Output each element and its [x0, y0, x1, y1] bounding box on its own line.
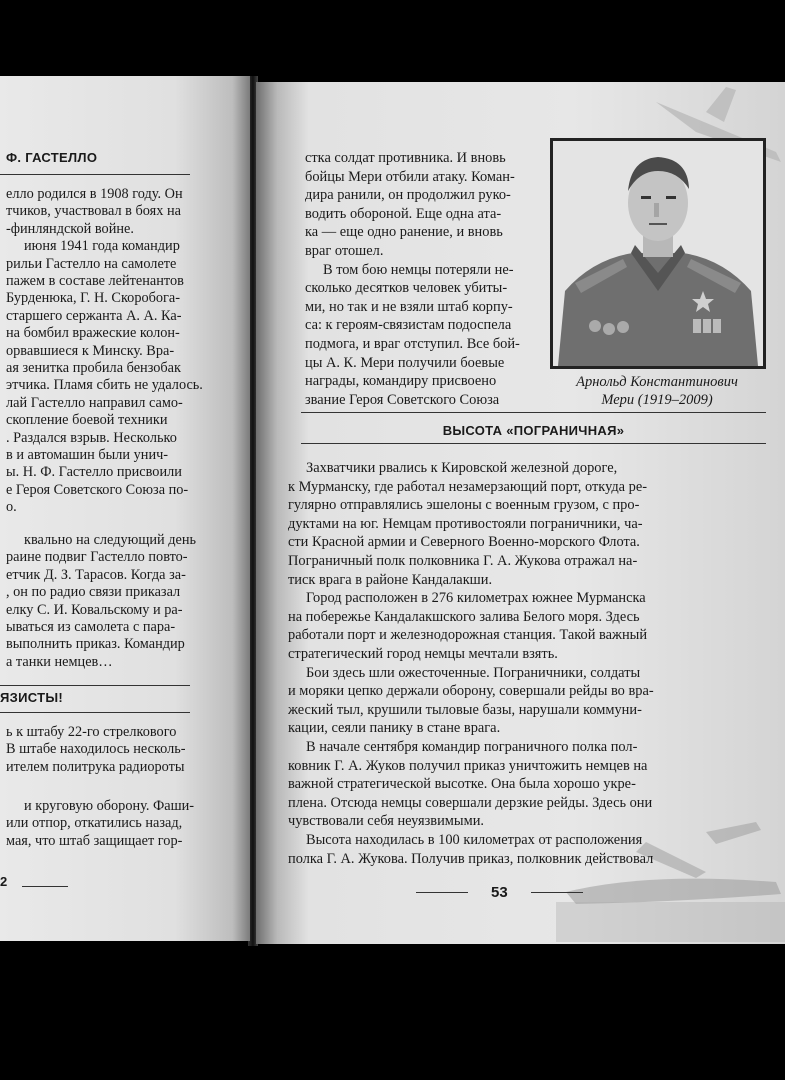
left-page: [0, 76, 250, 941]
portrait-image: [553, 141, 763, 366]
heading-rule-bottom: [301, 443, 766, 444]
text-line: выполнить приказ. Командир: [6, 636, 185, 653]
text-line: Захватчики рвались к Кировской железной дороге,: [306, 460, 618, 476]
heading-rule-2: [0, 712, 190, 713]
text-line: чувствовали себя неуязвимыми.: [288, 813, 484, 830]
text-line: о.: [6, 499, 17, 516]
text-line: раине подвиг Гастелло повто-: [6, 549, 188, 566]
left-page-number: 2: [0, 874, 8, 889]
text-line: ка — еще одно ранение, и вновь: [305, 224, 503, 241]
text-line: ь к штабу 22-го стрелкового: [6, 724, 177, 740]
text-line: квально на следующий день: [24, 532, 196, 548]
section-rule: [0, 685, 190, 686]
text-line: е Героя Советского Союза по-: [6, 481, 189, 498]
text-line: и круговую оборону. Фаши-: [24, 798, 195, 814]
page-number-rule-right: [531, 892, 583, 893]
text-line: мая, что штаб защищает гор-: [6, 832, 183, 849]
text-line: -финляндской войне.: [6, 220, 134, 237]
text-line: работали порт и железнодорожная станция. Такой важный: [288, 627, 648, 644]
left-section-heading-2: ЯЗИСТЫ!: [0, 690, 63, 705]
text-line: В том бою немцы потеряли не-: [323, 261, 514, 278]
text-line: на побережье Кандалакшского залива Белого моря. Здесь: [288, 608, 640, 625]
text-line: бойцы Мери отбили атаку. Коман-: [305, 168, 515, 185]
text-line: В штабе находилось несколь-: [6, 741, 186, 758]
text-line: награды, командиру присвоено: [305, 373, 497, 390]
text-line: , он по радио связи приказал: [6, 584, 181, 601]
text-line: гулярно отправлялись эшелоны с военным грузом, с про-: [288, 497, 640, 514]
text-line: пажем в составе лейтенантов: [6, 273, 184, 289]
text-line: водить обороной. Еще одна ата-: [305, 205, 502, 222]
text-line: кации, сеяли панику в стане врага.: [288, 720, 501, 737]
portrait-caption-line-1: Арнольд Константинович: [576, 374, 738, 390]
text-line: жеский тыл, крушили тыловые базы, нарушали коммуни-: [288, 701, 642, 718]
right-page-number: 53: [491, 884, 508, 901]
text-line: стка солдат противника. И вновь: [305, 150, 506, 166]
text-line: Бурденюка, Г. Н. Скоробога-: [6, 290, 181, 307]
text-line: дуктами на юг. Немцам противостояли пограничники, ча-: [288, 515, 643, 532]
text-line: и моряки цепко держали оборону, совершали рейды во вра-: [288, 683, 654, 700]
portrait-caption-line-2: Мери (1919–2009): [601, 392, 713, 408]
text-line: скопление боевой техники: [6, 412, 168, 429]
text-line: звание Героя Советского Союза: [305, 391, 500, 408]
text-line: стратегический город немцы мечтали взять.: [288, 646, 558, 662]
text-line: на бомбил вражеские колон-: [6, 325, 180, 342]
text-line: цы А. К. Мери получили боевые: [305, 354, 505, 371]
text-line: а танки немцев…: [6, 653, 113, 670]
text-line: . Раздался взрыв. Несколько: [6, 429, 177, 446]
text-line: сколько десятков человек убиты-: [305, 280, 508, 297]
text-line: тчиков, участвовал в боях на: [6, 203, 181, 220]
text-line: или отпор, откатились назад,: [6, 815, 183, 832]
text-line: етчик Д. З. Тарасов. Когда за-: [6, 566, 186, 583]
text-line: Бои здесь шли ожесточенные. Пограничники, солдаты: [306, 664, 641, 681]
text-line: в и автомашин были унич-: [6, 447, 169, 463]
page-number-rule: [22, 886, 68, 887]
text-line: июня 1941 года командир: [24, 238, 180, 255]
text-line: орвавшиеся к Минску. Вра-: [6, 342, 175, 359]
text-line: Пограничный полк полковника Г. А. Жукова отражал на-: [288, 553, 638, 569]
text-line: враг отошел.: [305, 243, 384, 259]
text-line: ителем политрука радиороты: [6, 758, 185, 775]
text-line: дира ранили, он продолжил руко-: [305, 187, 511, 204]
text-line: старшего сержанта А. А. Ка-: [6, 307, 182, 324]
text-line: этчика. Пламя сбить не удалось.: [6, 377, 203, 394]
text-line: ковник Г. А. Жуков получил приказ уничтожить немцев на: [288, 757, 648, 774]
heading-rule-top: [301, 412, 766, 413]
left-section-heading: Ф. ГАСТЕЛЛО: [6, 150, 98, 165]
section-heading: ВЫСОТА «ПОГРАНИЧНАЯ»: [442, 423, 625, 438]
text-line: Высота находилась в 100 километрах от расположения: [306, 832, 643, 848]
text-line: плена. Отсюда немцы совершали дерзкие рейды. Здесь они: [288, 794, 653, 811]
right-page: [256, 82, 785, 944]
text-line: В начале сентября командир пограничного полка пол-: [306, 739, 638, 755]
text-line: важной стратегической высотке. Она была хорошо укре-: [288, 776, 636, 793]
text-line: ая зенитка пробила бензобак: [6, 360, 181, 376]
text-line: к Мурманску, где работал незамерзающий порт, откуда ре-: [288, 478, 648, 495]
text-line: рильи Гастелло на самолете: [6, 255, 177, 272]
text-line: тиск врага в районе Кандалакши.: [288, 571, 493, 588]
heading-rule: [0, 174, 190, 175]
text-line: елку С. И. Ковальскому и ра-: [6, 601, 183, 618]
text-line: елло родился в 1908 году. Он: [6, 186, 183, 202]
text-line: ываться из самолета с пара-: [6, 619, 176, 635]
text-line: ми, но так и не взяли штаб корпу-: [305, 298, 513, 315]
text-line: са: к героям-связистам подоспела: [305, 317, 512, 334]
text-line: полка Г. А. Жукова. Получив приказ, полковник действовал: [288, 850, 654, 867]
text-line: подмога, и враг отступил. Все бой-: [305, 336, 520, 352]
text-line: ы. Н. Ф. Гастелло присвоили: [6, 464, 182, 481]
text-line: лай Гастелло направил само-: [6, 394, 183, 411]
page-number-rule-left: [416, 892, 468, 893]
portrait-photo: [550, 138, 766, 369]
text-line: сти Красной армии и Северного Военно-морского Флота.: [288, 534, 640, 551]
text-line: Город расположен в 276 километрах южнее Мурманска: [306, 590, 646, 607]
